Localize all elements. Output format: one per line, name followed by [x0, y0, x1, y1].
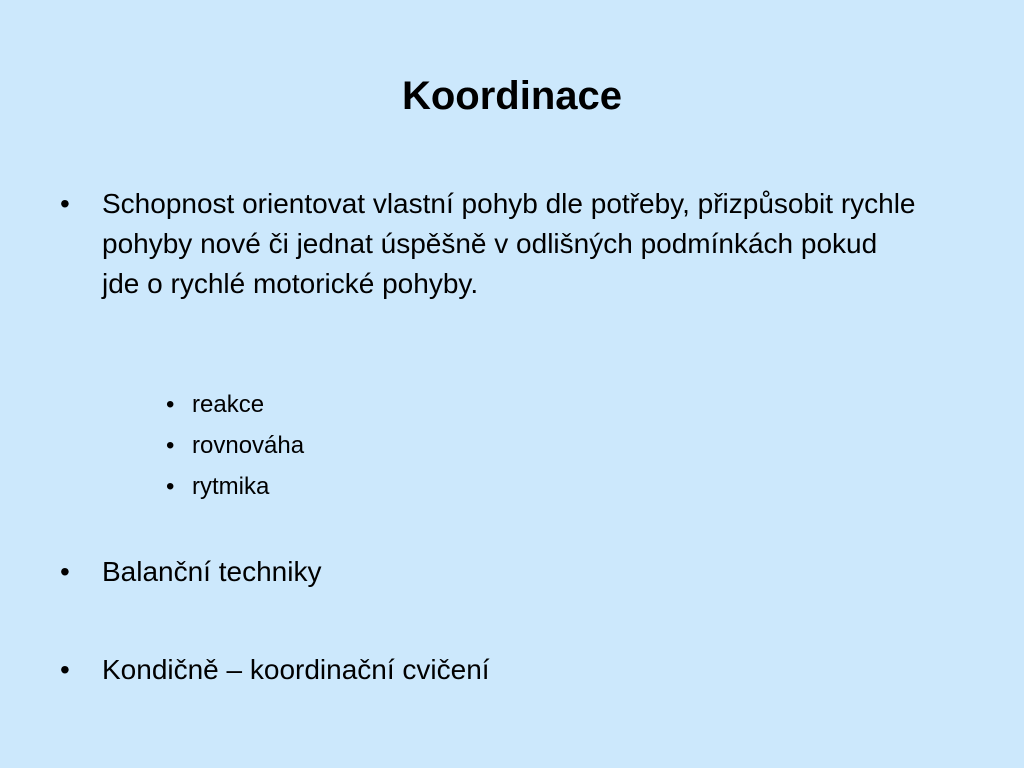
bullet-marker: •: [60, 654, 70, 685]
bullet-text: Balanční techniky: [102, 556, 322, 587]
bullet-marker: •: [60, 188, 70, 219]
sub-bullet-text: rovnováha: [192, 432, 305, 459]
sub-bullet-text: rytmika: [192, 473, 270, 500]
bullet-item: [60, 552, 920, 592]
sub-bullet-marker: •: [166, 432, 175, 459]
sub-bullet-marker: •: [166, 391, 175, 418]
sub-bullet-list: [166, 384, 304, 507]
slide-title: Koordinace: [401, 74, 623, 118]
sub-bullet-item: [166, 384, 304, 425]
sub-bullet-item: [166, 425, 304, 466]
sub-bullet-item: [166, 466, 304, 507]
sub-bullet-text: reakce: [192, 391, 265, 418]
bullet-item: [60, 650, 920, 690]
bullet-text: Schopnost orientovat vlastní pohyb dle potřeby, přizpůsobit rychle pohyby nové či jednat úspěšně v odlišných podmínkách pokud jde o rychlé motorické pohyby.: [102, 188, 916, 299]
bullet-item: [60, 184, 920, 304]
bullet-text: Kondičně – koordinační cvičení: [102, 654, 490, 685]
bullet-marker: •: [60, 556, 70, 587]
sub-bullet-marker: •: [166, 473, 175, 500]
